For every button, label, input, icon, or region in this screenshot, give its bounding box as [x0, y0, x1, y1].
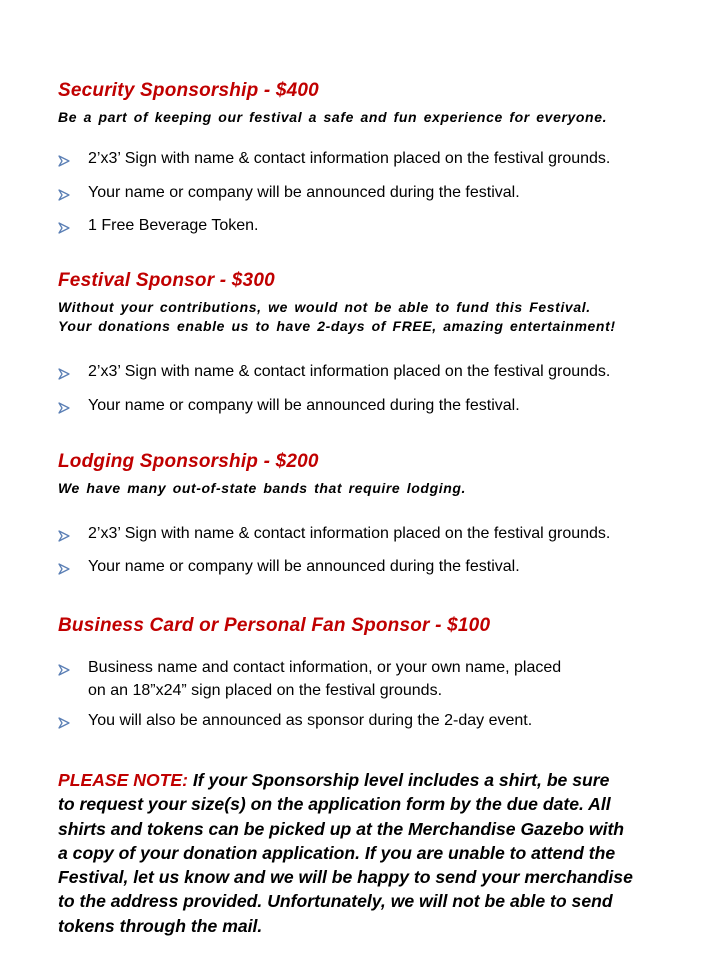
- arrow-bullet-icon: [58, 528, 70, 540]
- section-subtitle: [58, 108, 720, 127]
- list-item-text: 1 Free Beverage Token.: [88, 217, 259, 234]
- list-item: [58, 362, 610, 382]
- section-subtitle: [58, 479, 720, 498]
- list-item: [58, 711, 532, 731]
- arrow-bullet-icon: [58, 715, 70, 727]
- list-item-text: Your name or company will be announced during the festival.: [88, 184, 520, 201]
- list-item-text: 2’x3’ Sign with name & contact information placed on the festival grounds.: [88, 150, 611, 167]
- section-title: Lodging Sponsorship - $200: [58, 451, 319, 472]
- note-line: to the address provided. Unfortunately, we will not be able to send: [58, 891, 613, 912]
- list-item: [58, 557, 520, 577]
- list-item: [58, 656, 561, 702]
- list-item-text: You will also be announced as sponsor during the 2-day event.: [88, 712, 533, 729]
- note-line: [58, 768, 713, 792]
- subtitle-line: We have many out-of-state bands that require lodging.: [58, 480, 467, 496]
- note-line: tokens through the mail.: [58, 915, 263, 936]
- please-note: [58, 768, 713, 938]
- list-item: [58, 216, 258, 236]
- subtitle-line: Without your contributions, we would not be able to fund this Festival.: [58, 299, 591, 315]
- section-security: [58, 80, 720, 234]
- list-item: [58, 149, 610, 169]
- note-line: a copy of your donation application. If you are unable to attend the: [58, 842, 616, 863]
- note-line: Festival, let us know and we will be happy to send your merchandise: [58, 867, 633, 888]
- list-item-text: 2’x3’ Sign with name & contact information placed on the festival grounds.: [88, 363, 611, 380]
- section-business-card: [58, 615, 720, 729]
- note-text: If your Sponsorship level includes a shirt, be sure: [188, 770, 610, 790]
- section-festival: [58, 270, 720, 414]
- arrow-bullet-icon: [58, 220, 70, 232]
- note-lead: PLEASE NOTE:: [58, 770, 189, 790]
- section-subtitle: [58, 298, 720, 336]
- list-item: [58, 396, 520, 416]
- list-item: [58, 524, 610, 544]
- arrow-bullet-icon: [58, 400, 70, 412]
- arrow-bullet-icon: [58, 187, 70, 199]
- arrow-bullet-icon: [58, 366, 70, 378]
- section-lodging: [58, 451, 720, 575]
- list-item-text: 2’x3’ Sign with name & contact information placed on the festival grounds.: [88, 525, 611, 542]
- list-item-text: on an 18”x24” sign placed on the festival grounds.: [88, 682, 443, 699]
- arrow-bullet-icon: [58, 561, 70, 573]
- list-item-text: Your name or company will be announced during the festival.: [88, 558, 520, 575]
- list-item: [58, 183, 520, 203]
- note-line: shirts and tokens can be picked up at the Merchandise Gazebo with: [58, 818, 625, 839]
- subtitle-line: Be a part of keeping our festival a safe and fun experience for everyone.: [58, 109, 608, 125]
- note-line: to request your size(s) on the application form by the due date. All: [58, 794, 611, 815]
- subtitle-line: Your donations enable us to have 2-days of FREE, amazing entertainment!: [58, 318, 616, 334]
- section-title: Security Sponsorship - $400: [58, 80, 319, 101]
- section-title: Festival Sponsor - $300: [58, 270, 275, 291]
- list-item-text: Business name and contact information, or your own name, placed: [88, 659, 562, 676]
- list-item-text: Your name or company will be announced during the festival.: [88, 397, 520, 414]
- arrow-bullet-icon: [58, 660, 70, 672]
- section-title: Business Card or Personal Fan Sponsor - $100: [58, 615, 491, 636]
- arrow-bullet-icon: [58, 153, 70, 165]
